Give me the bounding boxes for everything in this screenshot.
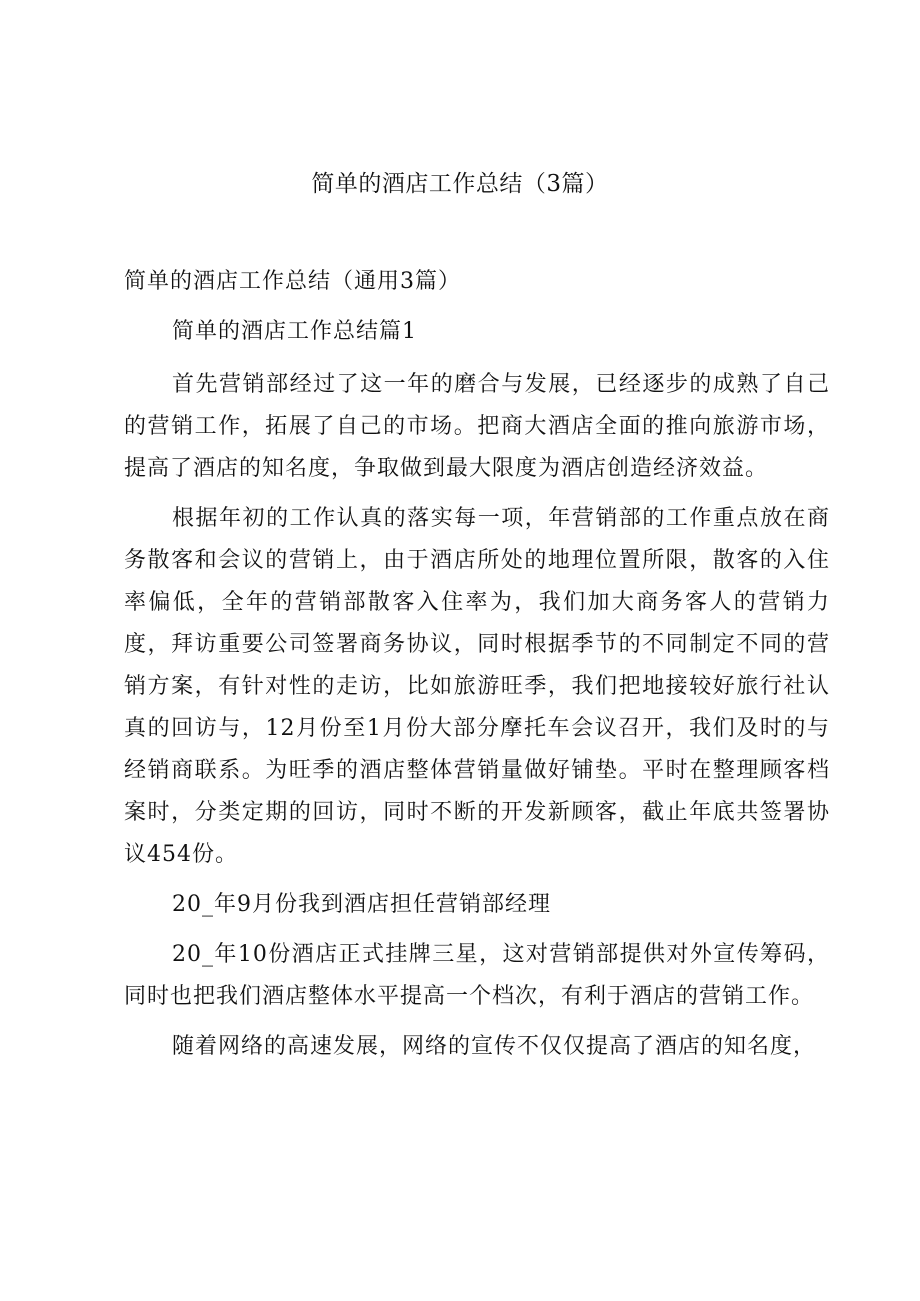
paragraph: 20_年10份酒店正式挂牌三星，这对营销部提供对外宣传筹码，同时也把我们酒店整体水平提高一个档次，有利于酒店的营销工作。: [124, 942, 830, 1009]
paragraph: 首先营销部经过了这一年的磨合与发展，已经逐步的成熟了自己的营销工作，拓展了自己的市场。把商大酒店全面的推向旅游市场，提高了酒店的知名度，争取做到最大限度为酒店创造经济效益。: [124, 372, 830, 481]
section-heading: 简单的酒店工作总结篇1: [172, 319, 417, 344]
document-subtitle: 简单的酒店工作总结（通用3篇）: [124, 269, 461, 294]
paragraph: 20_年9月份我到酒店担任营销部经理: [172, 892, 551, 917]
paragraph: 随着网络的高速发展，网络的宣传不仅仅提高了酒店的知名度，: [172, 1034, 817, 1059]
paragraph: 根据年初的工作认真的落实每一项，年营销部的工作重点放在商务散客和会议的营销上，由于酒店所处的地理位置所限，散客的入住率偏低，全年的营销部散客入住率为，我们加大商务客人的营销力度，拜访重要公司签署商务协议，同时根据季节的不同制定不同的营销方案，有针对性的走访，比如旅游旺季，我们把地接较好旅行社认真的回访与，12月份至1月份大部分摩托车会议召开，我们及时的与经销商联系。为旺季的酒店整体营销量做好铺垫。平时在整理顾客档案时，分类定期的回访，同时不断的开发新顾客，截止年底共签署协议454份。: [124, 506, 830, 867]
document-title: 简单的酒店工作总结（3篇）: [311, 171, 609, 197]
document-body: [124, 264, 830, 1076]
